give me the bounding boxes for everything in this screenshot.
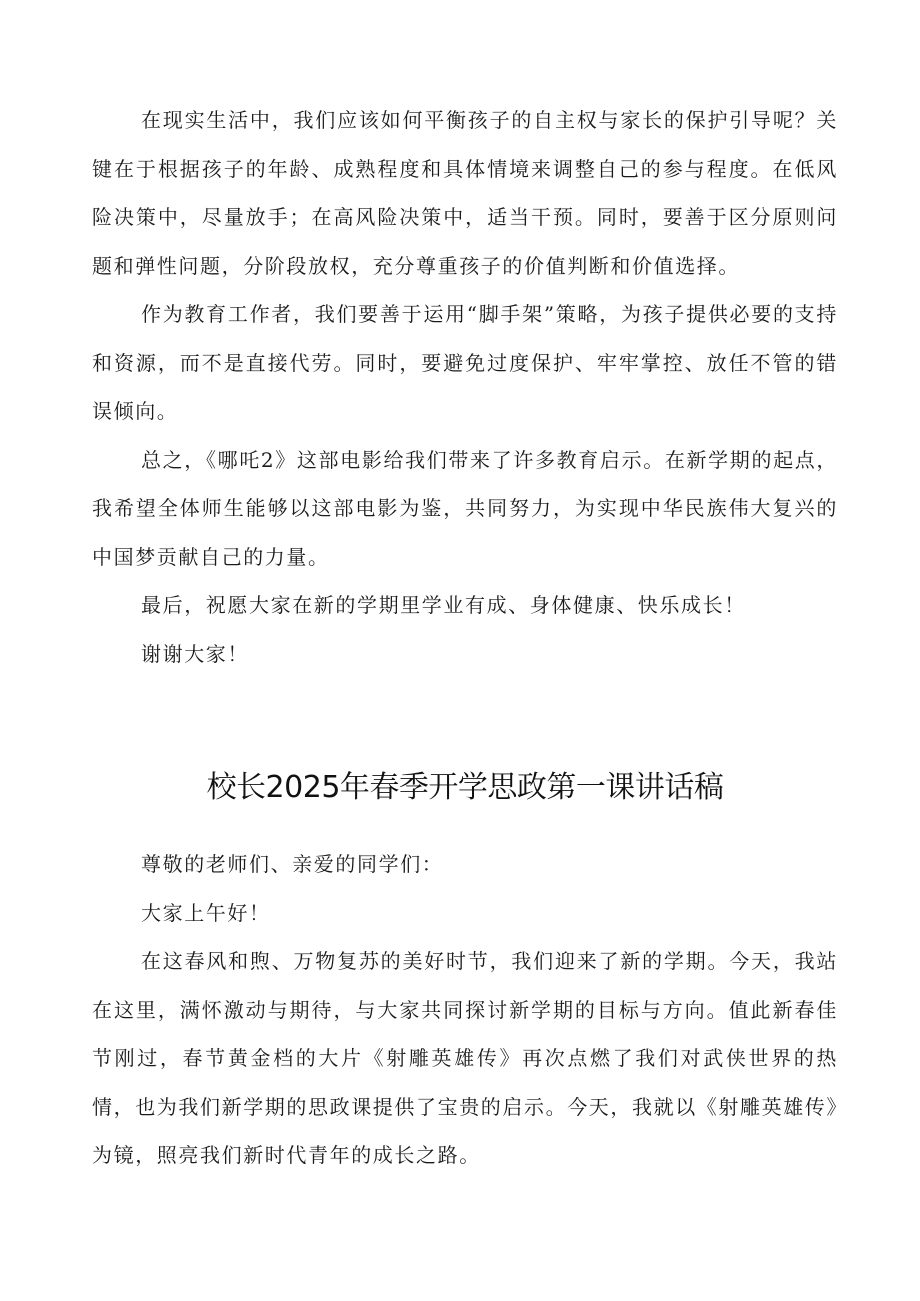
speech-title: 校长2025年春季开学思政第一课讲话稿: [206, 770, 724, 805]
previous-speech-ending: [92, 96, 838, 678]
paragraph-conclusion: 总之，《哪吒2》这部电影给我们带来了许多教育启示。在新学期的起点，我希望全体师生能够以这部电影为鉴，共同努力，为实现中华民族伟大复兴的中国梦贡献自己的力量。: [92, 447, 838, 569]
paragraph-wishes: 最后，祝愿大家在新的学期里学业有成、身体健康、快乐成长！: [141, 593, 746, 617]
paragraph-scaffolding-strategy: 作为教育工作者，我们要善于运用“脚手架”策略，为孩子提供必要的支持和资源，而不是直接代劳。同时，要避免过度保护、牢牢掌控、放任不管的错误倾向。: [92, 302, 838, 423]
document-page: [92, 96, 838, 1180]
paragraph-balance-autonomy: 在现实生活中，我们应该如何平衡孩子的自主权与家长的保护引导呢？关键在于根据孩子的年龄、成熟程度和具体情境来调整自己的参与程度。在低风险决策中，尽量放手；在高风险决策中，适当干预。同时，要善于区分原则问题和弹性问题，分阶段放权，充分尊重孩子的价值判断和价值选择。: [92, 108, 838, 278]
paragraph-thanks: 谢谢大家！: [141, 641, 249, 666]
paragraph-salutation: 尊敬的老师们、亲爱的同学们：: [141, 852, 444, 876]
paragraph-greeting: 大家上午好！: [141, 900, 271, 925]
paragraph-opening: 在这春风和煦、万物复苏的美好时节，我们迎来了新的学期。今天，我站在这里，满怀激动与期待，与大家共同探讨新学期的目标与方向。值此新春佳节刚过，春节黄金档的大片《射雕英雄传》再次点燃了我们对武侠世界的热情，也为我们新学期的思政课提供了宝贵的启示。今天，我就以《射雕英雄传》为镜，照亮我们新时代青年的成长之路。: [92, 949, 838, 1167]
new-speech-body: [92, 840, 838, 1180]
